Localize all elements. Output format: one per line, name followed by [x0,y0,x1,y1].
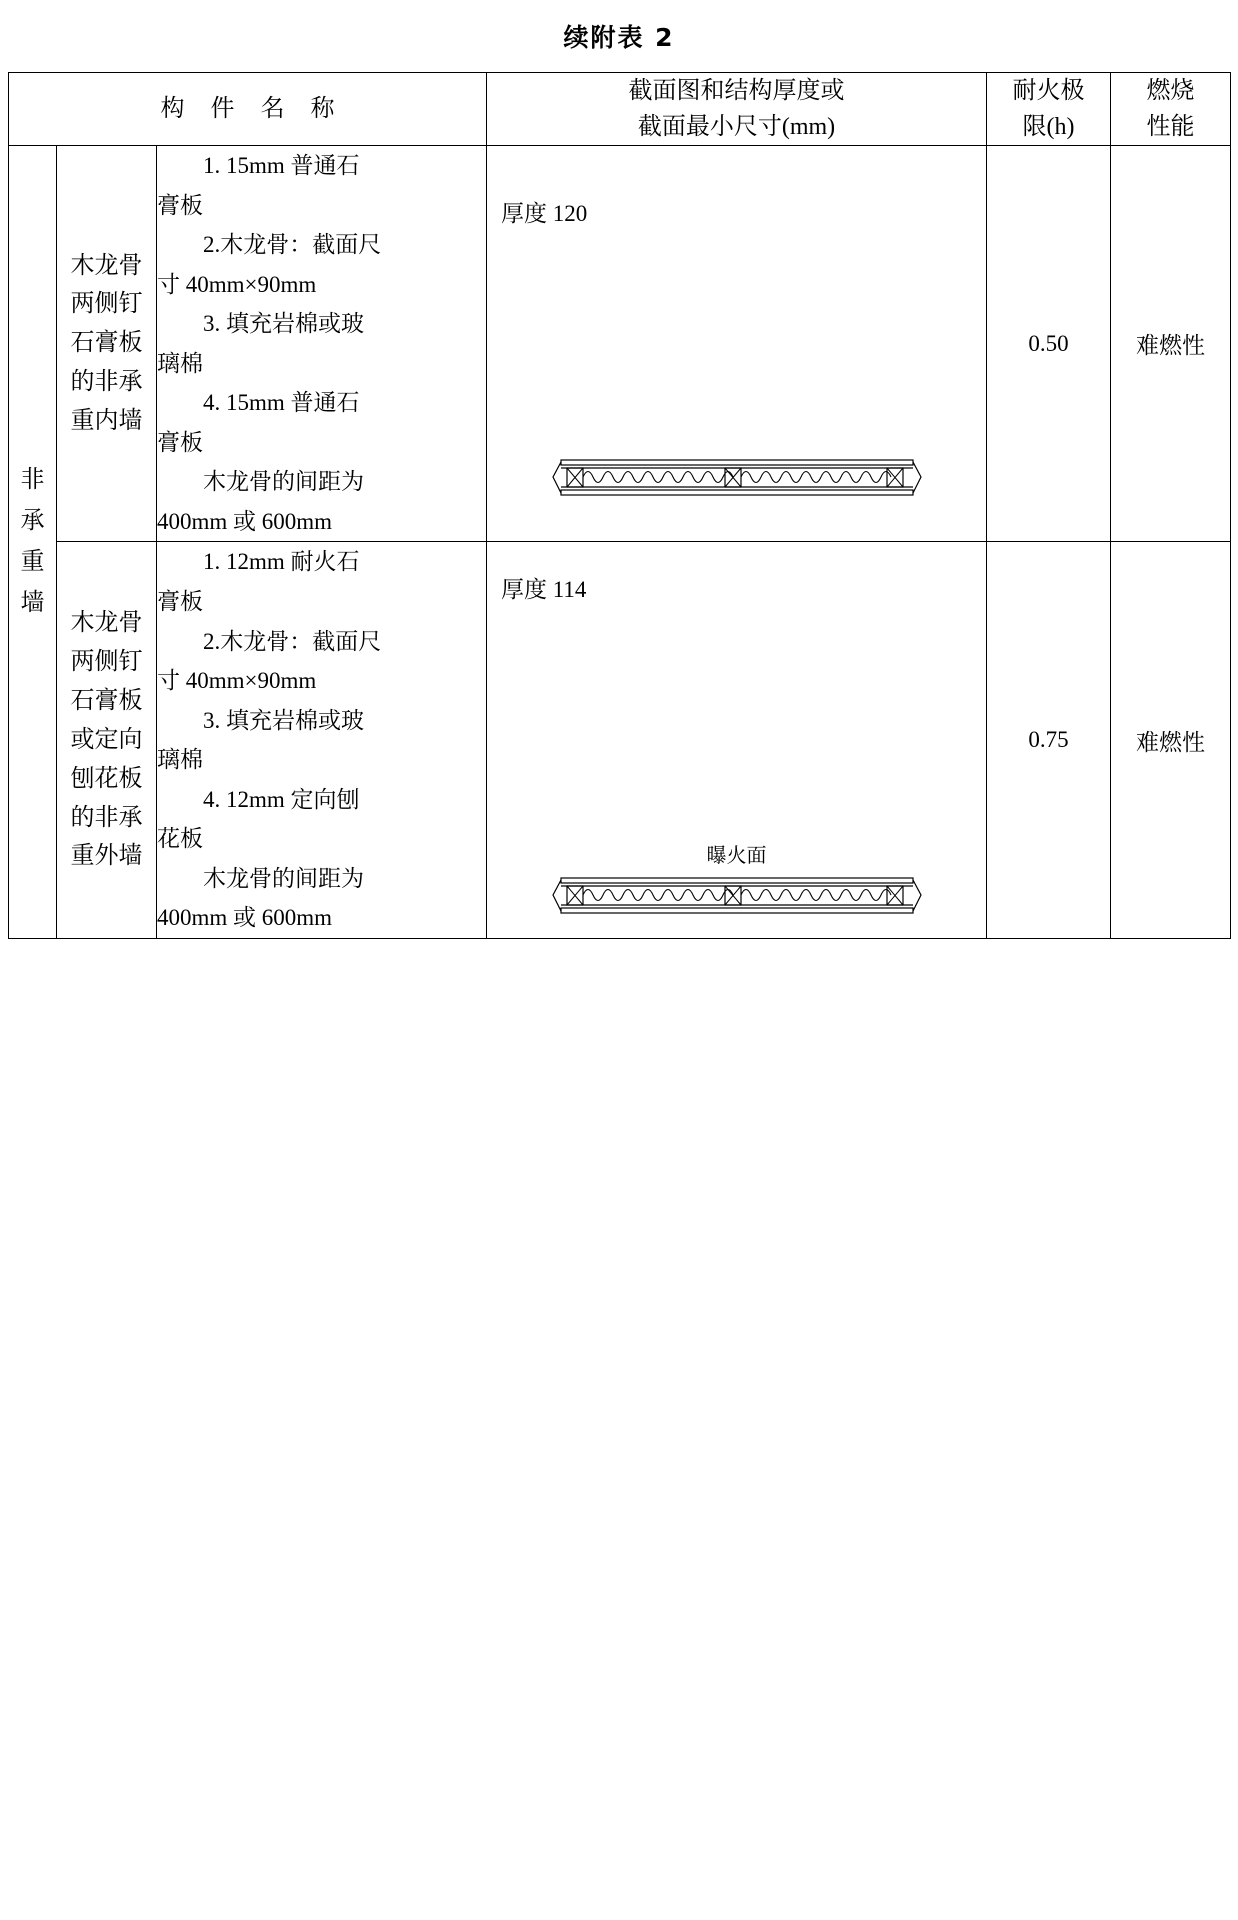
table-row [9,542,1231,938]
wall-section-diagram-icon [547,448,927,508]
header-section-line1: 截面图和结构厚度或 [628,78,845,104]
row-0-fire-limit: 0.50 [987,146,1111,542]
row-1-burn-performance: 难燃性 [1111,542,1231,938]
row-1-description [157,542,487,938]
header-section-figure [487,73,987,146]
page [0,18,1238,1920]
row-1-desc-line-8: 木龙骨的间距为 [203,865,364,891]
header-component-name [9,73,487,146]
row-1-name-line-4: 刨花板 [70,765,143,792]
row-1-component-name [57,542,157,938]
row-1-desc-line-9: 400mm 或 600mm [157,905,333,931]
row-1-desc-line-3: 寸 40mm×90mm [157,668,317,694]
group-label-char-1: 承 [20,508,45,535]
table-header-row [9,73,1231,146]
header-burn-line1: 燃烧 [1146,78,1195,104]
group-label-char-3: 墙 [20,589,45,616]
row-0-description [157,146,487,542]
wall-section-diagram-icon [547,870,927,926]
row-1-desc-line-6: 4. 12mm 定向刨 [203,786,360,812]
row-0-name-line-1: 两侧钉 [70,291,143,318]
row-0-desc-line-9: 400mm 或 600mm [157,508,333,534]
row-0-desc-line-7: 膏板 [157,429,203,455]
row-0-name-line-3: 的非承 [70,369,143,396]
row-0-desc-line-6: 4. 15mm 普通石 [203,390,360,416]
row-1-desc-line-2: 2.木龙骨：截面尺 [203,628,382,654]
header-component-name-text: 构 件 名 称 [160,96,345,122]
row-1-figure [487,870,986,926]
row-0-figure [487,448,986,508]
group-label-char-2: 重 [20,548,45,575]
row-0-name-line-4: 重内墙 [70,408,143,435]
row-1-desc-line-4: 3. 填充岩棉或玻 [203,707,364,733]
row-0-desc-line-0: 1. 15mm 普通石 [203,153,360,178]
row-0-name-line-2: 石膏板 [70,330,143,357]
header-limit-line2: 限(h) [1022,114,1075,140]
row-0-component-name [57,146,157,542]
row-1-desc-line-5: 璃棉 [157,747,203,773]
row-1-name-line-6: 重外墙 [70,843,143,870]
table-row [9,146,1231,542]
row-1-name-line-5: 的非承 [70,804,143,831]
page-title: 续附表 2 [563,23,675,52]
row-0-desc-line-1: 膏板 [157,192,203,218]
row-0-desc-line-8: 木龙骨的间距为 [203,469,364,495]
row-1-name-line-1: 两侧钉 [70,649,143,676]
row-1-name-line-0: 木龙骨 [70,610,143,637]
row-0-desc-line-3: 寸 40mm×90mm [157,271,317,297]
header-limit-line1: 耐火极 [1012,78,1085,104]
row-1-desc-line-0: 1. 12mm 耐火石 [203,549,360,575]
header-burn-line2: 性能 [1146,114,1195,140]
row-0-desc-line-2: 2.木龙骨：截面尺 [203,232,382,258]
header-burn-performance [1111,73,1231,146]
row-0-thickness-label: 厚度 120 [501,201,588,227]
row-0-burn-performance: 难燃性 [1111,146,1231,542]
row-1-name-line-3: 或定向 [70,726,143,753]
row-0-section-figure-cell [487,146,987,542]
row-1-fire-limit: 0.75 [987,542,1111,938]
group-label-non-loadbearing-wall [9,146,57,939]
group-label-char-0: 非 [20,467,45,494]
row-1-figure-caption: 曝火面 [706,844,767,867]
fire-resistance-table [8,72,1231,939]
row-0-desc-line-5: 璃棉 [157,350,203,376]
row-1-desc-line-1: 膏板 [157,589,203,615]
row-0-desc-line-4: 3. 填充岩棉或玻 [203,311,364,337]
row-1-name-line-2: 石膏板 [70,687,143,714]
row-1-thickness-label: 厚度 114 [501,576,587,602]
header-section-line2: 截面最小尺寸(mm) [637,114,836,140]
header-fire-limit [987,73,1111,146]
row-0-name-line-0: 木龙骨 [70,252,143,279]
row-1-desc-line-7: 花板 [157,826,203,852]
row-1-section-figure-cell [487,542,987,938]
